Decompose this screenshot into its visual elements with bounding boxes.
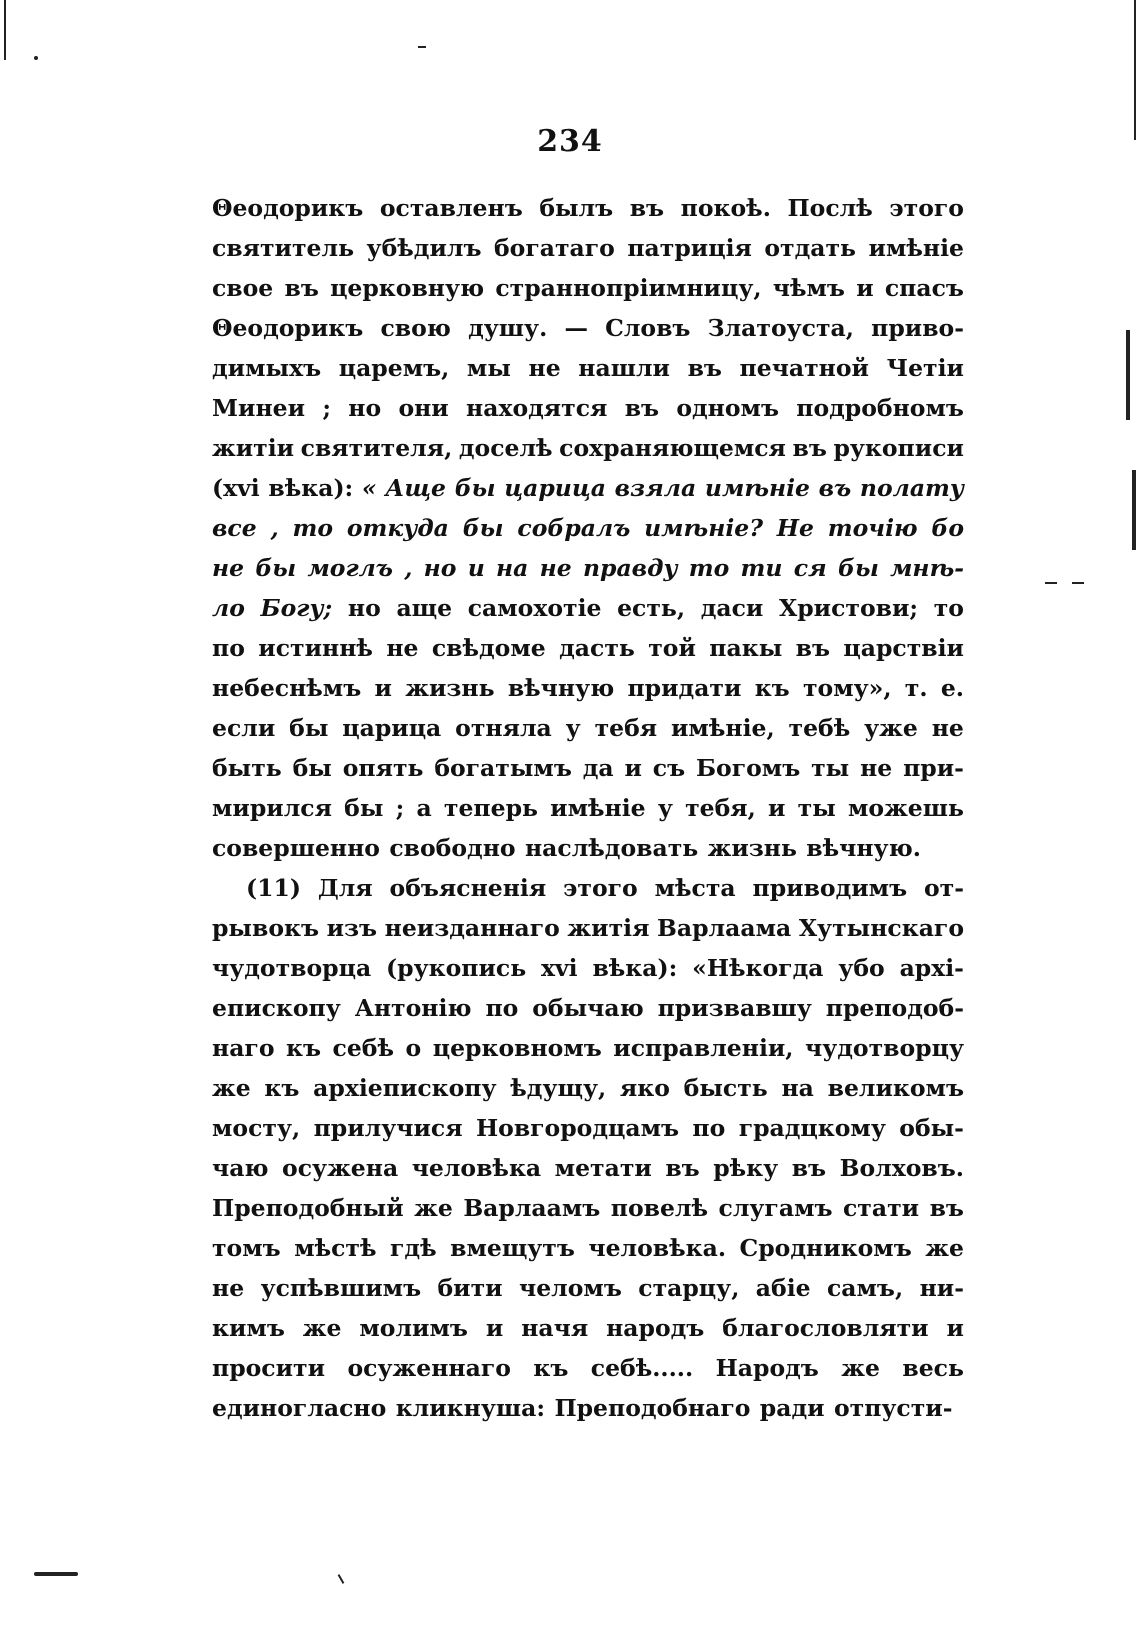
text-line [212,348,964,388]
word: — [564,314,588,342]
word: бысть [683,1074,768,1102]
word: начя [521,1314,589,1342]
word: точію [827,514,918,542]
word: Сродникомъ [739,1234,912,1262]
word: и [374,674,392,702]
word: слугамъ [718,1194,833,1222]
word: ; [322,394,331,422]
word: Θеодорикъ [212,314,364,342]
word: полату [859,474,964,502]
text-line [212,868,964,908]
word: о [405,1034,422,1062]
text-line [212,388,964,428]
word: е. [940,674,964,702]
word: въ [284,274,319,302]
paragraph [212,188,964,868]
word: опять [342,754,424,782]
word: имѣніе [868,234,964,262]
word: Θеодорикъ [212,194,364,222]
word: этого [889,194,964,222]
word: Богу; [260,594,333,622]
text-line [212,708,964,748]
word: въ [665,1154,700,1182]
word: же [414,1194,453,1222]
word: епископу [212,994,341,1022]
word: небеснѣмъ [212,674,362,702]
word: дасть [559,634,635,662]
word: собралъ [517,514,631,542]
word: призвавшу [657,994,812,1022]
word: въ [624,394,660,422]
word: обычаю [532,994,644,1022]
word: къ [286,1034,322,1062]
word: приво- [871,314,964,342]
text-line [212,1308,964,1348]
word: бити [437,1274,503,1302]
word: прилучися [313,1114,463,1142]
word: да [582,754,614,782]
word: мнѣ- [890,554,964,582]
text-line [212,188,964,228]
text-line [212,1388,964,1428]
word: « [361,474,377,502]
word: есть, [617,594,686,622]
word: Златоуста, [707,314,854,342]
scan-speck [34,1572,78,1576]
word: мы [466,354,511,382]
word: и [467,554,485,582]
text-line [212,1348,964,1388]
word: они [398,394,449,422]
word: ѣдущу, [510,1074,607,1102]
word: печатной [739,354,869,382]
word: бы [344,794,384,822]
word: «Нѣкогда [692,954,824,982]
word: въ [791,1154,827,1182]
word: у [657,794,673,822]
word: ло [212,594,245,622]
word: житіи [212,434,295,462]
word: чудотворцу [805,1034,964,1062]
word: весь [902,1354,964,1382]
word: царемъ, [338,354,450,382]
word: изъ [326,914,378,942]
word: человѣка [411,1154,542,1182]
word: имѣніе? [644,514,763,542]
word: убѣдилъ [366,234,482,262]
word: имѣніе, [671,714,775,742]
word: ни- [919,1274,964,1302]
word: , [404,554,413,582]
word: церковномъ [432,1034,602,1062]
word: этого [563,874,638,902]
word: святитель [212,234,355,262]
body-text [212,188,964,1428]
word: моглъ [307,554,393,582]
word: чаю [212,1154,269,1182]
word: неизданнаго [384,914,560,942]
scan-speck [1126,330,1130,420]
word: преподоб- [825,994,964,1022]
word: въ [795,634,831,662]
word: наслѣдовать [524,834,699,862]
word: же [302,1314,342,1342]
word: Волховъ. [839,1154,964,1182]
word: не [528,354,561,382]
word: имѣніе [704,474,810,502]
word: а [416,794,432,822]
word: въ [687,354,722,382]
word: къ [754,674,790,702]
word: царица [342,714,442,742]
scan-speck [1072,582,1084,584]
word: быть [212,754,282,782]
word: имѣніе [550,794,646,822]
word: кимъ [212,1314,285,1342]
word: совершенно [212,834,380,862]
word: вѣчную [507,674,615,702]
text-line [212,948,964,988]
word: мѣстѣ [294,1234,377,1262]
word: свое [212,274,274,302]
scan-speck [34,56,38,60]
word: то [292,514,334,542]
word: придати [627,674,742,702]
scan-speck [418,46,426,48]
word: старцу, [638,1274,740,1302]
text-line [212,908,964,948]
text-line [212,1148,964,1188]
word: обы- [899,1114,964,1142]
word: царствіи [843,634,964,662]
word: яко [619,1074,670,1102]
text-line [212,788,964,828]
word: истиннѣ [258,634,373,662]
word: не [386,634,419,662]
word: свою [380,314,451,342]
word: подробномъ [796,394,964,422]
word: спасъ [884,274,964,302]
word: патриція [627,234,752,262]
word: ; [395,794,405,822]
word: бы [292,754,332,782]
word: Не [776,514,814,542]
word: въ [792,434,827,462]
word: Антонію [354,994,472,1022]
word: можешь [847,794,964,822]
word: Послѣ [787,194,873,222]
word: ты [811,754,850,782]
word: Словъ [605,314,691,342]
word: по [692,1114,726,1142]
word: тебя, [685,794,756,822]
word: бо [931,514,964,542]
word: Минеи [212,394,306,422]
word: доселѣ [458,434,553,462]
word: ся [793,554,827,582]
right-scan-edge [1134,0,1136,140]
word: взяла [614,474,697,502]
word: же [841,1354,880,1382]
word: пакы [709,634,783,662]
word: былъ [539,194,614,222]
word: свободно [389,834,516,862]
word: и [768,794,786,822]
word: градцкому [738,1114,886,1142]
word: не [212,1274,245,1302]
word: житія [567,914,650,942]
word: святителя, [300,434,453,462]
word: аще [396,594,453,622]
word: на [781,1074,814,1102]
word: но [348,394,382,422]
word: но [423,554,457,582]
text-line [212,308,964,348]
word: народъ [606,1314,705,1342]
word: и [624,754,642,782]
word: Преподобнаго [554,1394,751,1422]
word: тому», [802,674,892,702]
text-line [212,588,964,628]
word: просити [212,1354,326,1382]
text-line [212,1188,964,1228]
word: архіепископу [313,1074,497,1102]
word: если [212,714,276,742]
word: гдѣ [390,1234,437,1262]
word: но [347,594,381,622]
word: отпусти- [833,1394,953,1422]
text-line [212,828,964,868]
word: даси [700,594,764,622]
word: находятся [466,394,608,422]
text-line [212,748,964,788]
word: Народъ [715,1354,819,1382]
word: откуда [346,514,449,542]
word: осужена [282,1154,399,1182]
text-line [212,548,964,588]
word: же [212,1074,251,1102]
word: себѣ [332,1034,395,1062]
word: вѣка): [268,474,354,502]
word: въ [629,194,665,222]
word: тебѣ [788,714,851,742]
word: убо [838,954,885,982]
word: въ [818,474,852,502]
word: т. [904,674,928,702]
word: великомъ [827,1074,964,1102]
word: ты [797,794,836,822]
text-line [212,988,964,1028]
text-line [212,268,964,308]
word: теперь [443,794,538,822]
word: не [931,714,964,742]
word: свѣдоме [431,634,546,662]
word: то [933,594,964,622]
word: бы [462,514,504,542]
text-line [212,1028,964,1068]
word: человѣка. [588,1234,727,1262]
word: рѣку [713,1154,779,1182]
word: осуженнаго [347,1354,511,1382]
word: не [212,554,245,582]
word: ради [759,1394,825,1422]
word: димыхъ [212,354,322,382]
word: и [856,274,874,302]
text-line [212,228,964,268]
word: метати [554,1154,652,1182]
scan-speck [338,1574,345,1584]
word: покоѣ. [680,194,771,222]
page-number: 234 [537,124,603,159]
word: , [270,514,279,542]
word: по [485,994,519,1022]
word: церковную [330,274,485,302]
word: не [539,554,572,582]
word: единогласно [212,1394,387,1422]
word: повелѣ [610,1194,709,1222]
word: душу. [468,314,548,342]
word: съ [652,754,686,782]
word: ти [740,554,783,582]
word: кликнуша: [395,1394,546,1422]
word: нашли [578,354,670,382]
text-line [212,628,964,668]
word: и [946,1314,964,1342]
word: Для [317,874,373,902]
word: богатаго [494,234,615,262]
word: Богомъ [695,754,801,782]
word: исправленіи, [613,1034,794,1062]
word: абіе [755,1274,811,1302]
word: чѣмъ [772,274,845,302]
word: от- [924,874,964,902]
word: приводимъ [752,874,908,902]
word: себѣ..... [590,1354,694,1382]
word: Хутынскаго [798,914,964,942]
word: то [688,554,730,582]
word: самъ, [826,1274,904,1302]
left-scan-edge [4,0,6,60]
word: мѣста [654,874,736,902]
text-line [212,668,964,708]
scan-speck [1045,582,1057,584]
word: въ [929,1194,964,1222]
word: благословляти [722,1314,929,1342]
text-line [212,1068,964,1108]
text-line [212,1108,964,1148]
word: царица [504,474,606,502]
word: чудотворца [212,954,372,982]
word: все [212,514,257,542]
word: одномъ [676,394,779,422]
word: по [212,634,245,662]
word: мосту, [212,1114,301,1142]
word: Христови; [779,594,919,622]
word: Преподобный [212,1194,404,1222]
word: отдать [764,234,857,262]
word: мирился [212,794,332,822]
word: Варлаама [657,914,792,942]
word: оставленъ [379,194,523,222]
word: объясненія [389,874,547,902]
word: на [496,554,529,582]
word: же [925,1234,964,1262]
word: (11) [246,874,301,902]
word: томъ [212,1234,281,1262]
word: бы [837,554,879,582]
word: наго [212,1034,275,1062]
word: вмещутъ [450,1234,575,1262]
word: правду [582,554,678,582]
word: у [565,714,581,742]
word: жизнь [707,834,797,862]
word: рукописи [833,434,964,462]
word: архі- [899,954,964,982]
word: бы [289,714,329,742]
word: уже [864,714,918,742]
word: самохотіе [467,594,602,622]
text-line [212,468,964,508]
word: той [648,634,696,662]
word: стати [843,1194,920,1222]
word: успѣвшимъ [260,1274,422,1302]
word: молимъ [359,1314,468,1342]
paragraph [212,868,964,1428]
word: къ [533,1354,569,1382]
word: тебя [594,714,658,742]
word: бы [255,554,297,582]
word: xvi [541,954,578,982]
word: рывокъ [212,914,319,942]
word: богатымъ [434,754,572,782]
word: вѣчную. [806,834,921,862]
word: Четіи [886,354,964,382]
word: къ [264,1074,300,1102]
text-line [212,428,964,468]
word: Варлаамъ [463,1194,601,1222]
word: Новгородцамъ [475,1114,680,1142]
word: при- [903,754,964,782]
text-line [212,1228,964,1268]
word: отняла [455,714,552,742]
text-line [212,1268,964,1308]
word: челомъ [519,1274,622,1302]
word: страннопріимницу, [495,274,762,302]
word: и [485,1314,504,1342]
word: Аще [385,474,447,502]
word: (рукопись [386,954,527,982]
word: вѣка): [592,954,678,982]
word: жизнь [405,674,495,702]
word: бы [454,474,496,502]
word: сохраняющемся [559,434,786,462]
scan-speck [1132,470,1136,550]
text-line [212,508,964,548]
word: (xvi [212,474,260,502]
word: не [860,754,893,782]
